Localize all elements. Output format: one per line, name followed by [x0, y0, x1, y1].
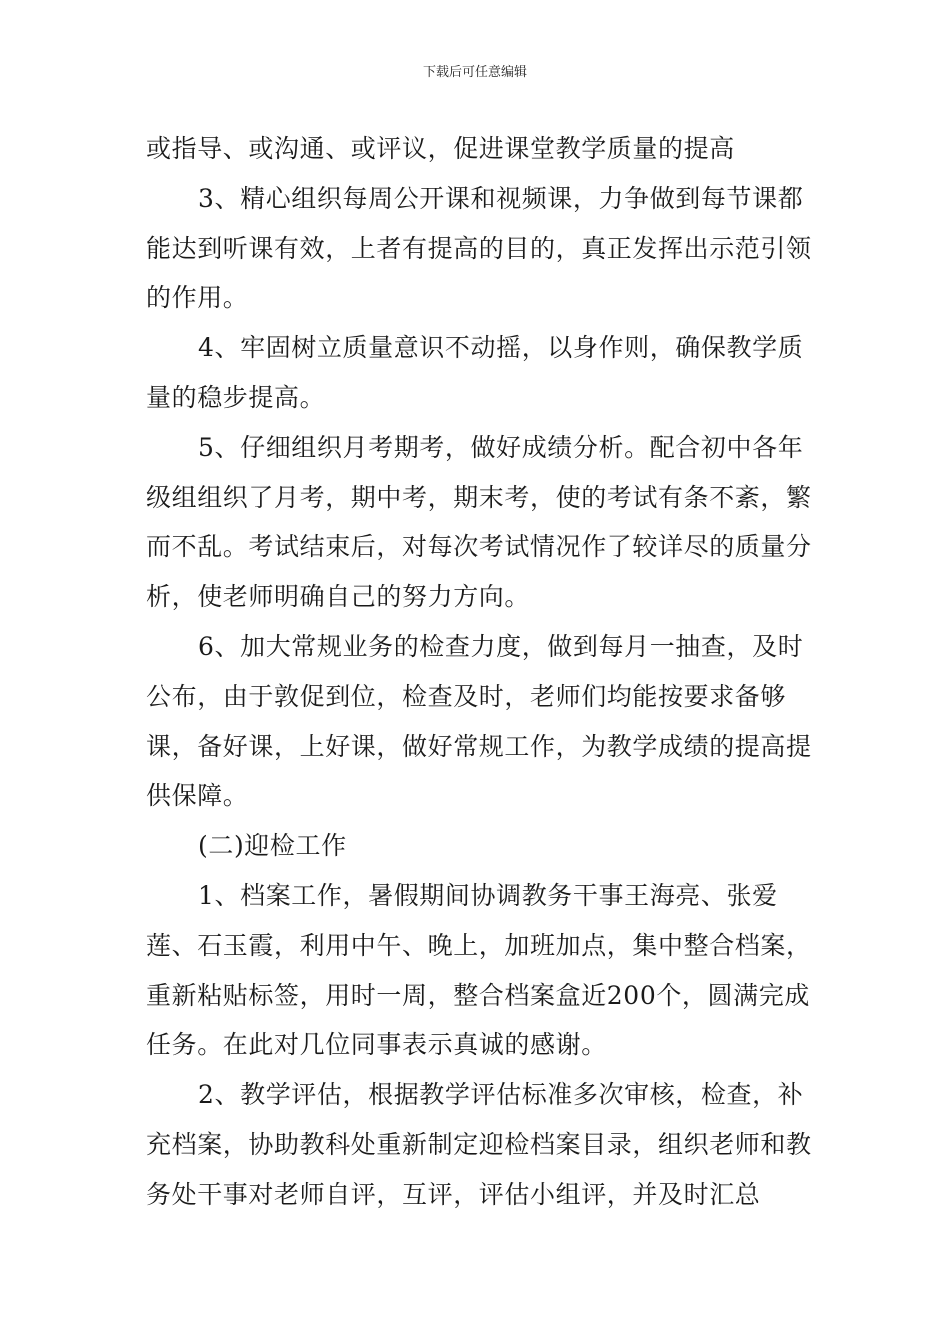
paragraph-archive-work: 1、档案工作，暑假期间协调教务干事王海亮、张爱莲、石玉霞，利用中午、晚上，加班加点，集中整合档案，重新粘贴标签，用时一周，整合档案盒近200个，圆满完成任务。在此对几位同事表示真诚的感谢。	[146, 880, 812, 1060]
page-header: 下载后可任意编辑	[422, 65, 527, 80]
paragraph-continuation: 或指导、或沟通、或评议，促进课堂教学质量的提高	[146, 134, 735, 163]
document-body	[146, 124, 816, 1220]
paragraph-item-4: 4、牢固树立质量意识不动摇，以身作则，确保教学质量的稳步提高。	[146, 333, 804, 412]
paragraph-item-6: 6、加大常规业务的检查力度，做到每月一抽查，及时公布，由于敦促到位，检查及时，老师们均能按要求备够课，备好课，上好课，做好常规工作，为教学成绩的提高提供保障。	[146, 631, 812, 811]
paragraph-item-3: 3、精心组织每周公开课和视频课，力争做到每节课都能达到听课有效，上者有提高的目的，真正发挥出示范引领的作用。	[146, 183, 812, 313]
paragraph-teaching-evaluation: 2、教学评估，根据教学评估标准多次审核，检查，补充档案，协助教科处重新制定迎检档案目录，组织老师和教务处干事对老师自评，互评，评估小组评，并及时汇总	[146, 1080, 812, 1209]
paragraph-item-5: 5、仔细组织月考期考，做好成绩分析。配合初中各年级组组织了月考，期中考，期末考，使的考试有条不紊，繁而不乱。考试结束后，对每次考试情况作了较详尽的质量分析，使老师明确自己的努力方向。	[146, 432, 812, 612]
section-heading: (二)迎检工作	[198, 831, 347, 861]
